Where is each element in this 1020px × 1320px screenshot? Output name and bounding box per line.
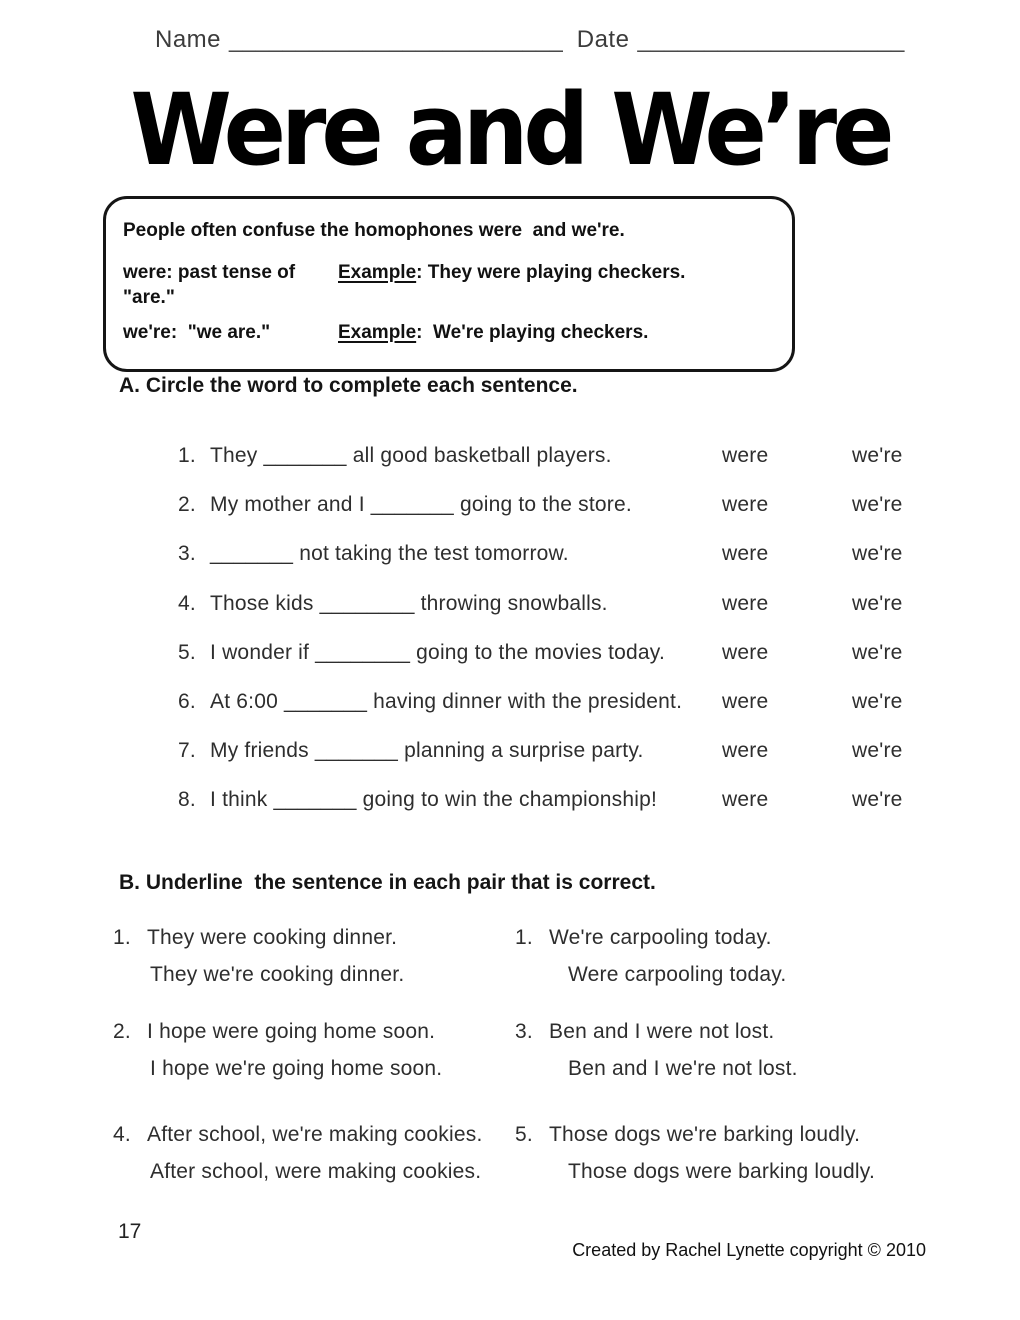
item-sentence: At 6:00 _______ having dinner with the president.: [210, 689, 683, 713]
item-number: 7.: [178, 739, 196, 763]
pair-number: 3.: [515, 1020, 533, 1043]
exercise-row: [120, 639, 920, 688]
pair-number: 2.: [113, 1020, 131, 1043]
pair-line-1: [515, 1121, 945, 1158]
item-number: 6.: [178, 689, 196, 713]
item-sentence: I wonder if ________ going to the movies today.: [210, 640, 665, 664]
we-re-term: we're:: [123, 322, 178, 343]
item-sentence: Those kids ________ throwing snowballs.: [210, 591, 608, 615]
choice-we-re[interactable]: we're: [852, 591, 903, 615]
pair-sentence-option[interactable]: Ben and I were not lost.: [549, 1020, 775, 1043]
pair-line-1: [113, 1018, 515, 1055]
sentence-pair: [113, 1018, 515, 1091]
exercise-row: [120, 786, 920, 835]
pair-sentence-option[interactable]: I hope were going home soon.: [147, 1020, 436, 1043]
item-sentence: I think _______ going to win the championship!: [210, 788, 658, 812]
section-b-list: [113, 924, 945, 1194]
section-a-heading: A. Circle the word to complete each sentence.: [119, 374, 578, 397]
exercise-row: [120, 540, 920, 589]
were-example: [338, 260, 685, 310]
pair-sentence-option[interactable]: Those dogs were barking loudly.: [568, 1159, 875, 1183]
item-sentence: My friends _______ planning a surprise party.: [210, 739, 644, 763]
page-title: Were and We’re: [130, 72, 890, 188]
choice-we-re[interactable]: we're: [852, 689, 903, 713]
pair-row: [113, 1121, 945, 1194]
pair-sentence-option[interactable]: Ben and I we're not lost.: [568, 1056, 798, 1080]
section-b-heading: B. Underline the sentence in each pair that is correct.: [119, 871, 656, 894]
choice-were[interactable]: were: [722, 788, 769, 812]
sentence-pair: [515, 1018, 945, 1091]
we-re-definition: [123, 320, 338, 345]
pair-number: 1.: [515, 926, 533, 949]
we-re-example-text: : We're playing checkers.: [416, 322, 649, 343]
we-re-example-label: Example: [338, 322, 417, 343]
pair-row: [113, 924, 945, 997]
we-re-example: [338, 320, 648, 345]
were-example-label: Example: [338, 262, 417, 283]
pair-number: 1.: [113, 926, 131, 949]
name-label: Name: [155, 26, 222, 53]
sentence-pair: [113, 924, 515, 997]
pair-number: 4.: [113, 1123, 131, 1146]
pair-sentence-option[interactable]: After school, were making cookies.: [150, 1159, 482, 1183]
pair-line-2: [113, 1158, 515, 1195]
pair-number: 5.: [515, 1123, 533, 1146]
name-date-header: [155, 26, 918, 54]
item-number: 2.: [178, 493, 196, 517]
pair-row: [113, 1018, 945, 1091]
definition-intro-text: People often confuse the homophones were and we're.: [123, 220, 625, 241]
exercise-row: [120, 590, 920, 639]
section-a-list: [120, 442, 920, 836]
pair-line-1: [515, 1018, 945, 1055]
pair-line-1: [113, 924, 515, 961]
definition-box: [103, 196, 795, 372]
pair-sentence-option[interactable]: We're carpooling today.: [549, 926, 772, 949]
item-sentence: _______ not taking the test tomorrow.: [210, 542, 569, 566]
choice-were[interactable]: were: [722, 640, 769, 664]
we-re-definition-text: "we are.": [177, 322, 271, 343]
were-definition-text: past tense of "are.": [123, 262, 301, 308]
definition-intro: [123, 218, 776, 243]
sentence-pair: [515, 924, 945, 997]
definition-were: [123, 260, 776, 310]
pair-line-2: [515, 1055, 945, 1092]
pair-sentence-option[interactable]: I hope we're going home soon.: [150, 1056, 443, 1080]
pair-line-2: [515, 1158, 945, 1195]
definition-were-contraction: [123, 320, 776, 345]
choice-were[interactable]: were: [722, 493, 769, 517]
pair-line-2: [113, 1055, 515, 1092]
item-number: 1.: [178, 444, 196, 467]
item-sentence: They _______ all good basketball players.: [210, 444, 612, 467]
choice-we-re[interactable]: we're: [852, 444, 903, 467]
item-sentence: My mother and I _______ going to the store.: [210, 493, 632, 517]
choice-we-re[interactable]: we're: [852, 640, 903, 664]
pair-sentence-option[interactable]: They we're cooking dinner.: [150, 962, 405, 986]
choice-were[interactable]: were: [722, 444, 769, 467]
pair-sentence-option[interactable]: Were carpooling today.: [568, 962, 787, 986]
choice-were[interactable]: were: [722, 591, 769, 615]
pair-sentence-option[interactable]: After school, we're making cookies.: [147, 1123, 483, 1146]
pair-line-1: [515, 924, 945, 961]
copyright-credit: Created by Rachel Lynette copyright © 2010: [572, 1240, 926, 1260]
item-number: 5.: [178, 640, 196, 664]
exercise-row: [120, 688, 920, 737]
choice-were[interactable]: were: [722, 542, 769, 566]
pair-line-2: [113, 961, 515, 998]
exercise-row: [120, 442, 920, 491]
pair-line-2: [515, 961, 945, 998]
choice-we-re[interactable]: we're: [852, 739, 903, 763]
item-number: 3.: [178, 542, 196, 566]
choice-were[interactable]: were: [722, 739, 769, 763]
item-number: 8.: [178, 788, 196, 812]
were-example-text: : They were playing checkers.: [416, 262, 686, 283]
sentence-pair: [515, 1121, 945, 1194]
choice-we-re[interactable]: we're: [852, 788, 903, 812]
were-term: were:: [123, 262, 173, 283]
were-definition: [123, 260, 338, 310]
date-blank-line[interactable]: ____________________: [637, 26, 905, 53]
pair-line-1: [113, 1121, 515, 1158]
pair-sentence-option[interactable]: Those dogs we're barking loudly.: [549, 1123, 861, 1146]
exercise-row: [120, 491, 920, 540]
sentence-pair: [113, 1121, 515, 1194]
date-label: Date: [576, 26, 630, 53]
exercise-row: [120, 737, 920, 786]
item-number: 4.: [178, 591, 196, 615]
choice-we-re[interactable]: we're: [852, 493, 903, 517]
choice-were[interactable]: were: [722, 689, 769, 713]
name-blank-line[interactable]: _________________________: [229, 26, 563, 53]
choice-we-re[interactable]: we're: [852, 542, 903, 566]
page-number: 17: [118, 1220, 142, 1243]
pair-sentence-option[interactable]: They were cooking dinner.: [147, 926, 398, 949]
